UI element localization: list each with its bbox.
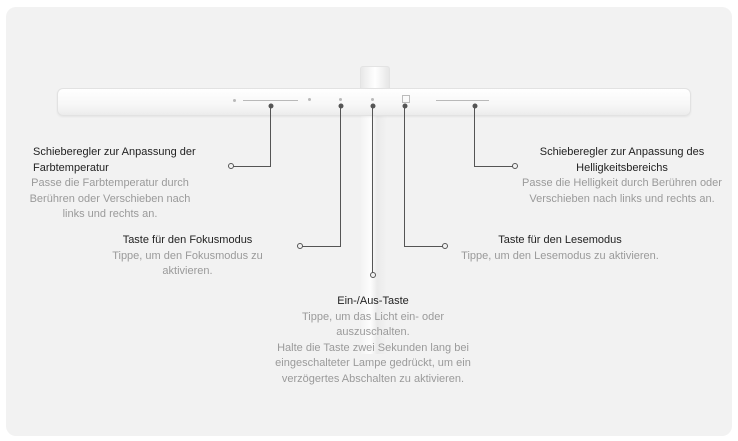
callout-title: Taste für den Lesemodus bbox=[498, 234, 622, 246]
callout-line bbox=[404, 107, 405, 247]
brightness-callout bbox=[522, 145, 722, 207]
callout-line bbox=[302, 246, 341, 247]
lamp-head bbox=[57, 88, 691, 116]
callout-line bbox=[233, 166, 271, 167]
callout-title: Ein-/Aus-Taste bbox=[337, 295, 409, 307]
callout-line bbox=[474, 107, 475, 166]
callout-description: Passe die Farbtemperatur durch Berühren oder Verschieben nach links und rechts an. bbox=[29, 177, 191, 220]
color-temperature-slider[interactable] bbox=[243, 100, 298, 101]
callout-description: Tippe, um das Licht ein- oder auszuschalten. bbox=[301, 310, 445, 338]
callout-title: Taste für den Fokusmodus bbox=[122, 234, 253, 246]
callout-description: Tippe, um den Lesemodus zu aktivieren. bbox=[461, 249, 659, 262]
power-button[interactable] bbox=[371, 98, 374, 101]
callout-end-ring bbox=[370, 272, 376, 278]
color-temperature-callout bbox=[20, 145, 220, 223]
callout-end-ring bbox=[512, 163, 518, 169]
callout-line bbox=[372, 107, 373, 273]
power-button-callout bbox=[268, 294, 478, 387]
callout-line bbox=[270, 107, 271, 166]
reading-mode-callout bbox=[455, 233, 665, 264]
focus-mode-callout bbox=[100, 233, 275, 280]
callout-line bbox=[404, 246, 443, 247]
callout-line bbox=[340, 107, 341, 247]
callout-line bbox=[474, 166, 513, 167]
callout-end-ring bbox=[228, 163, 234, 169]
slider-marker-dot bbox=[233, 99, 236, 102]
slider-marker-dot bbox=[308, 98, 311, 101]
callout-description: Tippe, um den Fokusmodus zu aktivieren. bbox=[112, 249, 263, 277]
reading-mode-button[interactable] bbox=[402, 95, 410, 103]
focus-mode-button[interactable] bbox=[339, 98, 342, 101]
callout-description: Halte die Taste zwei Sekunden lang bei eingeschalteter Lampe gedrückt, um ein verzögertes Abschalten zu aktivieren. bbox=[275, 341, 471, 385]
brightness-slider[interactable] bbox=[436, 100, 489, 101]
callout-title: Schieberegler zur Anpassung der Farbtemperatur bbox=[33, 146, 196, 174]
callout-title: Schieberegler zur Anpassung des Helligkeitsbereichs bbox=[539, 146, 705, 174]
callout-end-ring bbox=[442, 243, 448, 249]
callout-description: Passe die Helligkeit durch Berühren oder Verschieben nach links und rechts an. bbox=[522, 177, 722, 205]
callout-end-ring bbox=[297, 243, 303, 249]
